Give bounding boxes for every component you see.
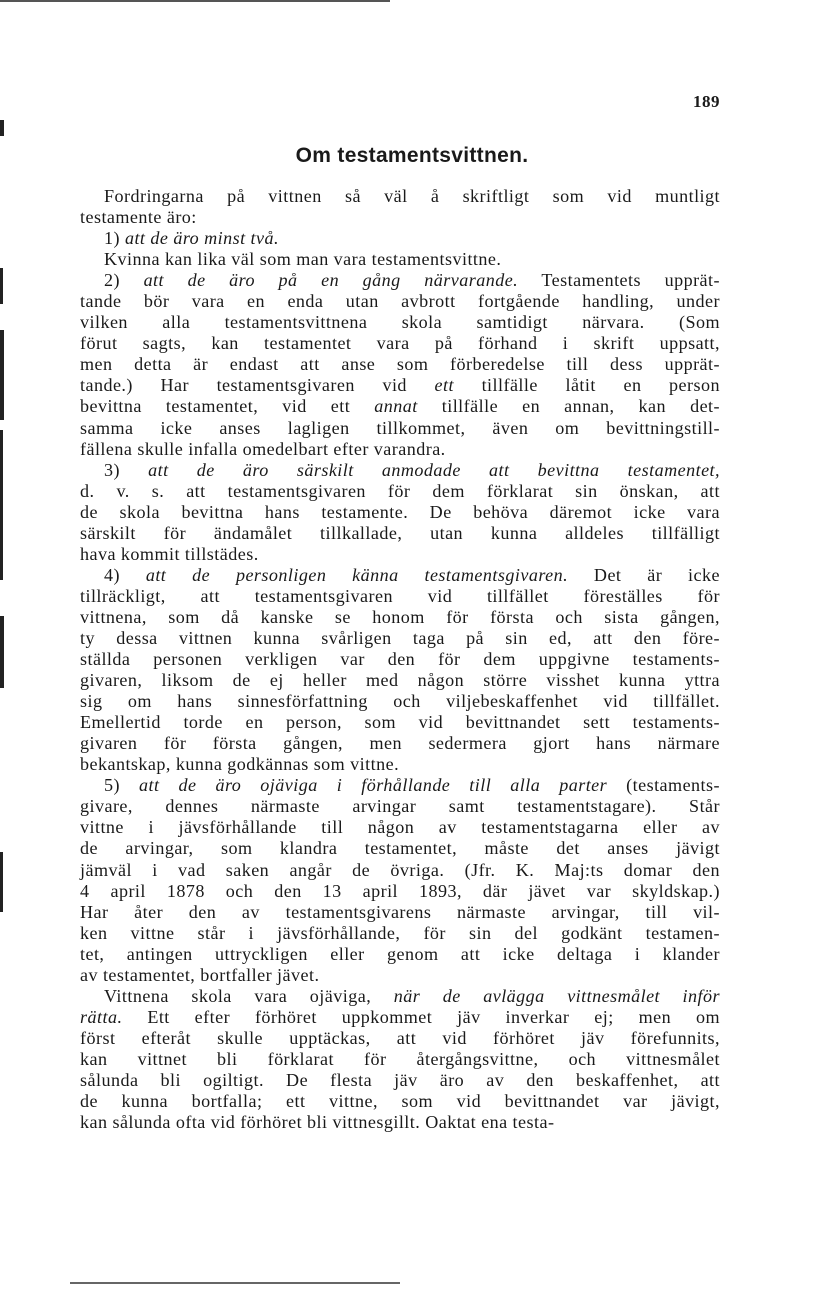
text-line	[80, 439, 720, 460]
italic-segment: rätta.	[80, 1006, 123, 1027]
text-line	[80, 881, 720, 902]
text-segment: d. v. s. att testamentsgivaren för dem förklarat sin önskan, att	[80, 480, 720, 501]
text-line	[80, 1028, 720, 1049]
text-line	[80, 291, 720, 312]
text-segment: av testamentet, bortfaller jävet.	[80, 964, 320, 985]
paragraph-req5	[80, 775, 720, 985]
text-line	[80, 712, 720, 733]
text-segment: kan vittnet bli förklarat för återgångsvittne, och vittnesmålet	[80, 1048, 720, 1069]
text-segment: samma icke anses lagligen tillkommet, även om bevittningstill-	[80, 417, 720, 438]
text-segment: vittne i jävsförhållande till någon av testamentstagarna eller av	[80, 817, 720, 838]
text-segment: Vittnena skola vara ojäviga,	[104, 985, 394, 1006]
text-segment: kan sålunda ofta vid förhöret bli vittnesgillt. Oaktat ena testa-	[80, 1112, 555, 1133]
text-segment: särskilt för ändamålet tillkallade, utan kunna alldeles tillfälligt	[80, 522, 720, 543]
text-segment: fällena skulle infalla omedelbart efter varandra.	[80, 438, 446, 459]
text-segment: givare, dennes närmaste arvingar samt testamentstagare). Står	[80, 796, 720, 817]
top-edge-rule	[0, 0, 390, 2]
text-line	[80, 544, 720, 565]
text-line	[80, 1049, 720, 1070]
text-segment: Emellertid torde en person, som vid bevittnandet sett testaments-	[80, 712, 720, 733]
text-line	[80, 1070, 720, 1091]
margin-scan-mark	[0, 430, 3, 580]
text-line	[80, 628, 720, 649]
text-line	[80, 754, 720, 775]
text-segment: men detta är endast att anse som förberedelse till dess upprät-	[80, 354, 720, 375]
text-segment: tillfälle en annan, kan det-	[417, 396, 720, 417]
text-segment: vittnena, som då kanske se honom för första och sista gången,	[80, 606, 720, 627]
text-line	[80, 354, 720, 375]
text-segment: 3)	[104, 459, 149, 480]
text-line	[80, 1112, 720, 1133]
text-segment: Testamentets upprät-	[518, 270, 720, 291]
text-segment: 1)	[104, 228, 125, 249]
text-segment: hava kommit tillstädes.	[80, 543, 259, 564]
text-line	[80, 502, 720, 523]
text-line	[80, 249, 720, 270]
italic-segment: när de avlägga vittnesmålet inför	[393, 985, 720, 1006]
text-segment: de arvingar, som klandra testamentet, måste det anses jävigt	[80, 838, 720, 859]
margin-scan-mark	[0, 268, 3, 304]
italic-segment: att de äro särskilt anmodade att bevittna testamentet,	[148, 459, 721, 480]
text-line	[80, 270, 720, 291]
text-line	[80, 565, 720, 586]
text-line	[80, 775, 720, 796]
text-line	[80, 312, 720, 333]
italic-segment: att de personligen känna testamentsgivaren.	[145, 564, 569, 585]
text-segment: bevittna testamentet, vid ett	[80, 396, 375, 417]
text-line	[80, 902, 720, 923]
text-line	[80, 817, 720, 838]
text-line	[80, 923, 720, 944]
body-text	[80, 186, 720, 1133]
text-segment: ställda personen verkligen var den för dem uppgivne testaments-	[80, 649, 720, 670]
text-segment: tande.) Har testamentsgivaren vid	[80, 375, 435, 396]
text-segment: Fordringarna på vittnen så väl å skriftligt som vid muntligt	[104, 186, 720, 206]
bottom-edge-rule	[70, 1282, 400, 1284]
text-segment: 2)	[104, 270, 144, 291]
text-segment: sålunda bli ogiltigt. De flesta jäv äro av den beskaffenhet, att	[80, 1069, 720, 1090]
text-segment: först efteråt skulle upptäckas, att vid förhöret jäv förefunnits,	[80, 1027, 720, 1048]
text-segment: Kvinna kan lika väl som man vara testamentsvittne.	[104, 249, 502, 270]
chapter-title: Om testamentsvittnen.	[295, 144, 529, 167]
text-line	[80, 1091, 720, 1112]
text-line	[80, 333, 720, 354]
text-segment: Det är icke	[568, 564, 720, 585]
text-line	[80, 965, 720, 986]
text-line	[80, 586, 720, 607]
italic-segment: att de äro minst två.	[124, 228, 279, 249]
text-line	[80, 733, 720, 754]
text-segment: 5)	[104, 775, 139, 796]
paragraph-req2	[80, 270, 720, 459]
text-segment: ty dessa vittnen kunna svårligen taga på sin ed, att den före-	[80, 627, 720, 648]
text-segment: tillräckligt, att testamentsgivaren vid tillfället föreställes för	[80, 585, 720, 606]
paragraph-req1-expl	[80, 249, 720, 270]
text-line	[80, 670, 720, 691]
text-line	[80, 838, 720, 859]
paragraph-req4	[80, 565, 720, 775]
text-line	[80, 460, 720, 481]
text-segment: Ett efter förhöret uppkommet jäv inverkar ej; men om	[122, 1006, 720, 1027]
text-line	[80, 649, 720, 670]
text-segment: de kunna bortfalla; ett vittne, som vid bevittnandet var jävigt,	[80, 1091, 720, 1112]
text-line	[80, 396, 720, 417]
text-segment: de skola bevittna hans testamente. De behöva däremot icke vara	[80, 501, 720, 522]
italic-segment: annat	[374, 396, 418, 417]
paragraph-req1	[80, 228, 720, 249]
text-segment: tande bör vara en enda utan avbrott fortgående handling, under	[80, 291, 720, 312]
page-number: 189	[693, 92, 720, 111]
italic-segment: att de äro ojäviga i förhållande till alla parter	[139, 775, 608, 796]
text-line	[80, 796, 720, 817]
margin-scan-mark	[0, 330, 4, 420]
paragraph-vittnena	[80, 986, 720, 1133]
text-segment: givaren för första gången, men sedermera gjort hans närmare	[80, 733, 720, 754]
text-line	[80, 944, 720, 965]
text-line	[80, 418, 720, 439]
text-segment: vilken alla testamentsvittnena skola samtidigt närvara. (Som	[80, 312, 720, 333]
text-segment: 4 april 1878 och den 13 april 1893, där jävet var skyldskap.)	[80, 880, 720, 901]
text-segment: bekantskap, kunna godkännas som vittne.	[80, 754, 400, 775]
text-segment: jämväl i vad saken angår de övriga. (Jfr. K. Maj:ts domar den	[80, 859, 720, 880]
text-line	[80, 207, 720, 228]
text-segment: ken vittne står i jävsförhållande, för sin del godkänt testamen-	[80, 922, 720, 943]
text-segment: förut sagts, kan testamentet vara på förhand i skrift uppsatt,	[80, 333, 720, 354]
italic-segment: ett	[434, 375, 454, 396]
text-line	[80, 860, 720, 881]
text-line	[80, 186, 720, 207]
text-segment: testamente äro:	[80, 207, 197, 228]
text-line	[80, 523, 720, 544]
margin-scan-mark	[0, 852, 3, 912]
text-line	[80, 607, 720, 628]
text-line	[80, 691, 720, 712]
paragraph-intro	[80, 186, 720, 228]
text-segment: givaren, liksom de ej heller med någon större visshet kunna yttra	[80, 670, 720, 691]
text-line	[80, 375, 720, 396]
margin-scan-mark	[0, 120, 4, 136]
text-line	[80, 1007, 720, 1028]
text-line	[80, 481, 720, 502]
text-segment: (testaments-	[607, 775, 720, 796]
text-line	[80, 986, 720, 1007]
paragraph-req3	[80, 460, 720, 565]
text-segment: tillfälle låtit en person	[453, 375, 720, 396]
margin-scan-mark	[0, 616, 4, 688]
text-segment: sig om hans sinnesförfattning och viljebeskaffenhet vid tillfället.	[80, 691, 720, 712]
italic-segment: att de äro på en gång närvarande.	[143, 270, 519, 291]
text-line	[80, 228, 720, 249]
text-segment: tet, antingen uttryckligen eller genom att icke deltaga i klander	[80, 943, 720, 964]
text-segment: 4)	[104, 564, 146, 585]
text-segment: Har åter den av testamentsgivarens närmaste arvingar, till vil-	[80, 901, 720, 922]
